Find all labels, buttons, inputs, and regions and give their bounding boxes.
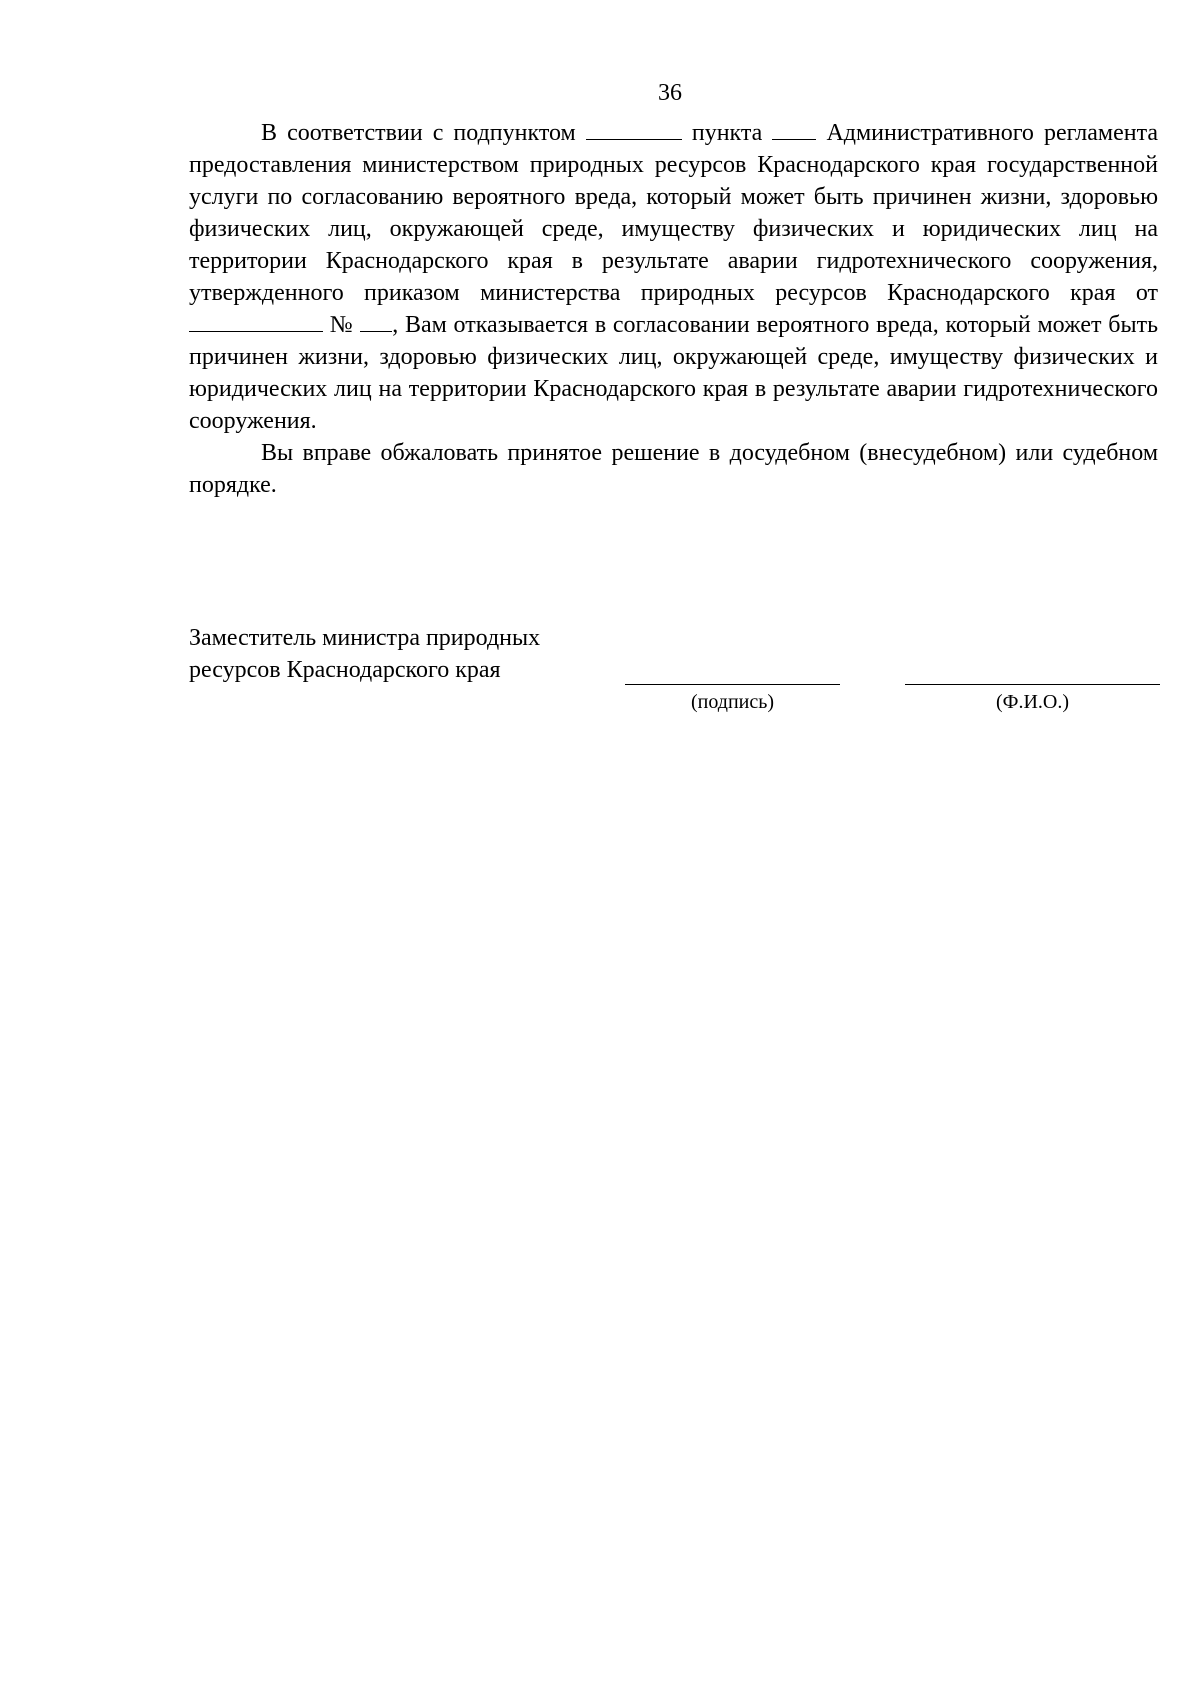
order-number-blank: [360, 311, 392, 332]
full-name-caption: (Ф.И.О.): [995, 691, 1069, 713]
signer-position-line1: Заместитель министра природных: [189, 625, 541, 651]
document-body: [189, 117, 1158, 501]
appeal-paragraph: Вы вправе обжаловать принятое решение в досудебном (внесудебном) или судебном порядке.: [189, 440, 1158, 498]
refusal-text-part5: , Вам отказывается в согласовании вероятного вреда, который может быть причинен жизни, здоровью физических лиц, окружающей среде, имуществу физических и юридических лиц на территории Краснодарского края в результате аварии гидротехнического сооружения.: [189, 312, 1159, 434]
refusal-text-part1: В соответствии с подпунктом: [261, 120, 576, 146]
page-number: 36: [658, 80, 682, 106]
signature-line: [625, 684, 840, 685]
refusal-paragraph: [189, 117, 1158, 437]
refusal-text-part2: пункта: [691, 120, 763, 146]
item-blank: [772, 119, 816, 140]
full-name-line: [905, 684, 1160, 685]
subitem-blank: [586, 119, 682, 140]
refusal-text-part4: №: [329, 312, 354, 338]
refusal-text-part3: Административного регламента предоставления министерством природных ресурсов Краснодарского края государственной услуги по согласованию вероятного вреда, который может быть причинен жизни, здоровью физических лиц, окружающей среде, имуществу физических и юридических лиц на территории Краснодарского края в результате аварии гидротехнического сооружения, утвержденного приказом министерства природных ресурсов Краснодарского края от: [189, 120, 1159, 306]
signer-position-line2: ресурсов Краснодарского края: [189, 657, 501, 683]
order-date-blank: [189, 311, 323, 332]
signature-caption: (подпись): [690, 691, 775, 713]
signer-position: [189, 622, 540, 686]
